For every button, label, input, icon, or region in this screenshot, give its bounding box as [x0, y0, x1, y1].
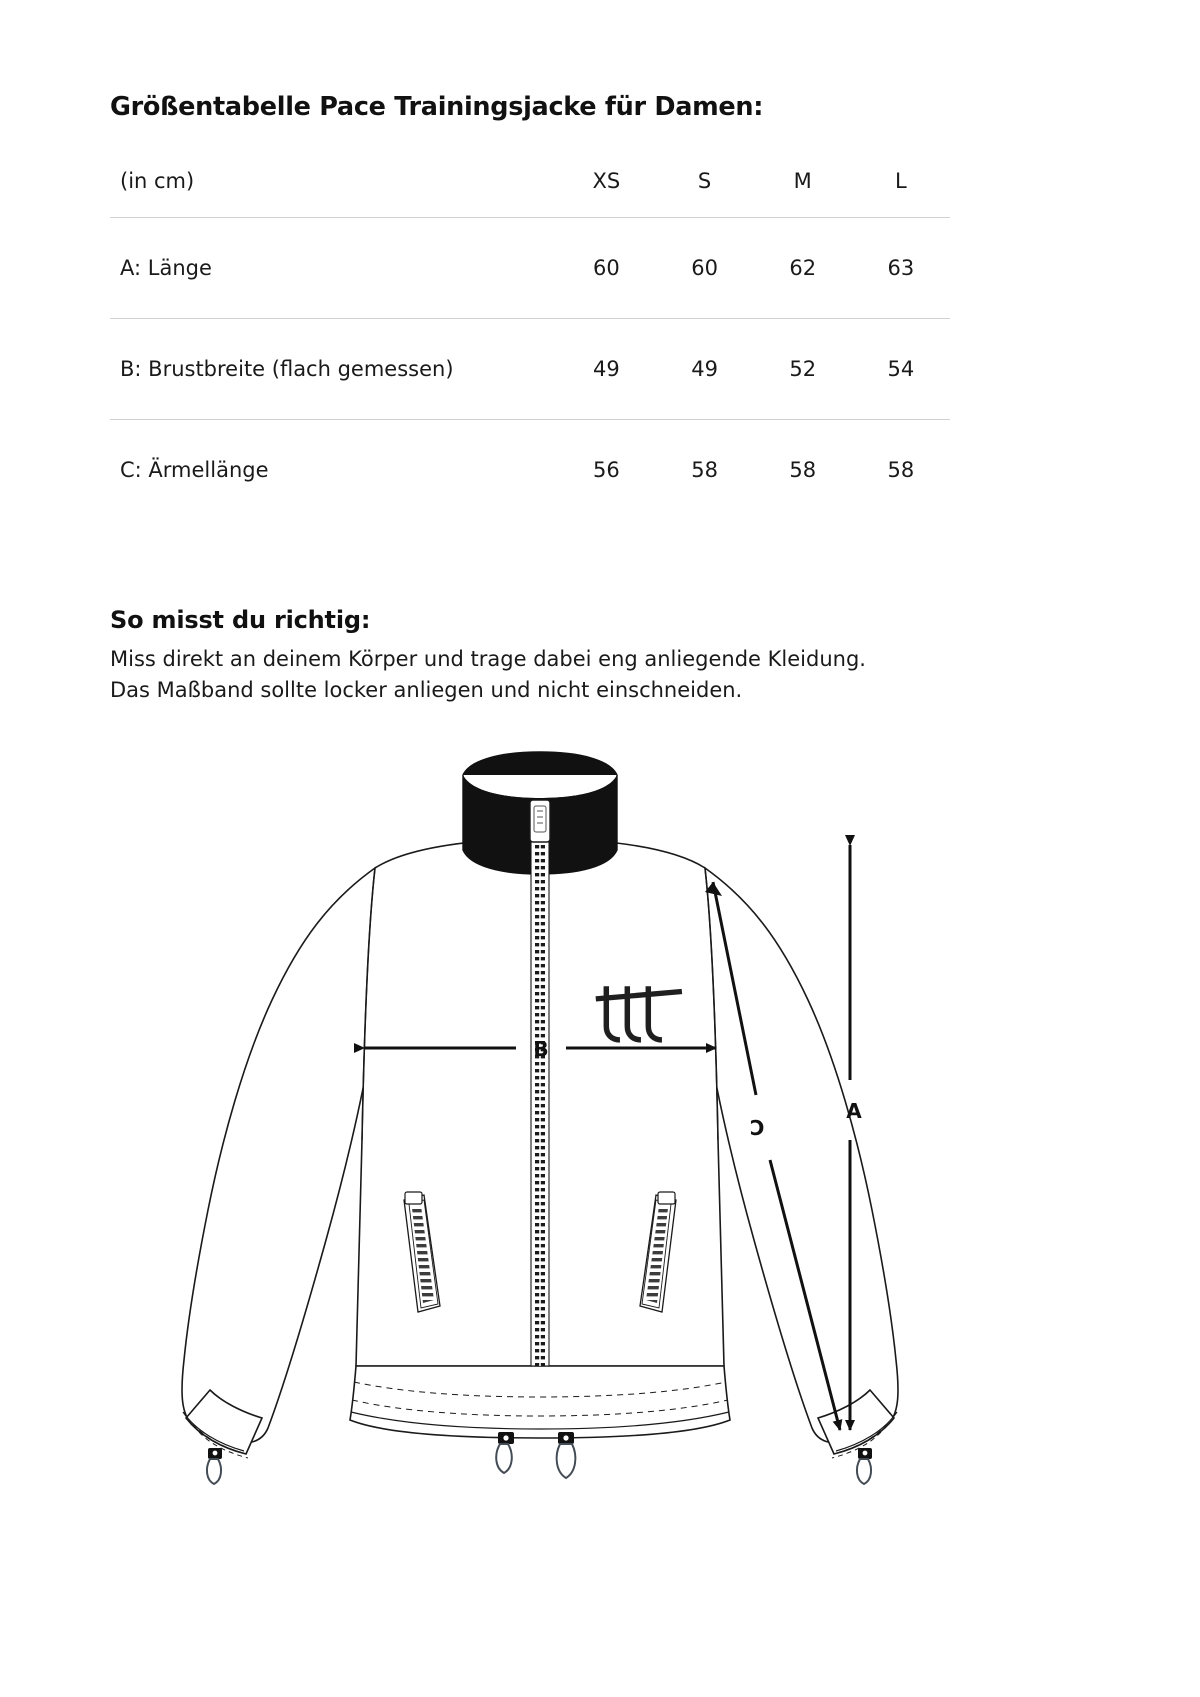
size-header-s: S	[697, 169, 712, 193]
cell-a-s: 60	[691, 256, 718, 280]
cell-c-s: 58	[691, 458, 718, 482]
size-table-header-row	[110, 145, 950, 218]
size-header-xs: XS	[592, 169, 621, 193]
left-sleeve	[182, 868, 375, 1443]
measure-b-label: B	[533, 1037, 549, 1061]
size-header-l: L	[895, 169, 907, 193]
jacket-body-group	[182, 752, 898, 1484]
size-table-body	[110, 218, 950, 521]
cell-b-s: 49	[691, 357, 718, 381]
page-title: Größentabelle Pace Trainingsjacke für Damen:	[110, 92, 764, 122]
table-row	[110, 218, 950, 319]
table-row	[110, 420, 950, 521]
size-header-m: M	[793, 169, 812, 193]
hem-drawcord-left	[496, 1432, 514, 1473]
jacket-technical-drawing	[0, 740, 1200, 1540]
row-label-a: A: Länge	[120, 256, 212, 280]
row-label-c: C: Ärmellänge	[120, 458, 269, 482]
hem-drawcord-right	[557, 1432, 576, 1478]
size-table	[110, 145, 950, 520]
unit-header: (in cm)	[120, 169, 195, 193]
cell-a-l: 63	[887, 256, 915, 280]
left-cuff-zip-pull	[207, 1448, 222, 1484]
howto-line-2: Das Maßband sollte locker anliegen und nicht einschneiden.	[110, 678, 743, 702]
howto-heading: So misst du richtig:	[110, 606, 371, 634]
hem-band	[350, 1366, 730, 1438]
center-front-zipper	[531, 800, 549, 1366]
row-label-b: B: Brustbreite (flach gemessen)	[120, 357, 454, 381]
table-row	[110, 319, 950, 420]
cell-a-xs: 60	[593, 256, 620, 280]
measure-c-label: C	[749, 1115, 765, 1139]
cell-b-l: 54	[887, 357, 915, 381]
measure-a-label: A	[846, 1099, 862, 1123]
howto-body	[110, 644, 1030, 706]
size-table-head	[110, 145, 950, 218]
cell-c-m: 58	[789, 458, 817, 482]
right-cuff-zip-pull	[857, 1448, 872, 1484]
cell-b-xs: 49	[593, 357, 620, 381]
howto-line-1: Miss direkt an deinem Körper und trage dabei eng anliegende Kleidung.	[110, 647, 866, 671]
cell-a-m: 62	[789, 256, 817, 280]
right-sleeve	[705, 868, 898, 1443]
cell-c-l: 58	[887, 458, 915, 482]
cell-c-xs: 56	[593, 458, 620, 482]
zipper-slider	[530, 800, 550, 842]
jacket-illustration	[0, 740, 1200, 1540]
cell-b-m: 52	[789, 357, 817, 381]
